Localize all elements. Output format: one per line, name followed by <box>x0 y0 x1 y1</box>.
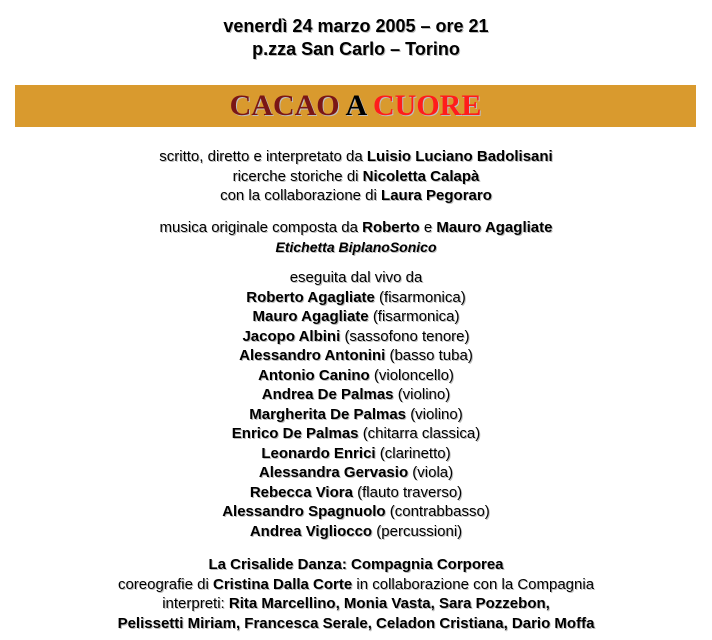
dance-block <box>0 555 712 633</box>
credit-collab-name: Laura Pegoraro <box>381 187 492 204</box>
performer-name: Roberto Agagliate <box>246 288 375 306</box>
performer-name: Margherita De Palmas <box>249 405 407 423</box>
performer-role: (violino) <box>410 405 463 423</box>
dance-choreography <box>0 575 712 595</box>
performer-row <box>0 502 712 522</box>
performer-name: Alessandro Spagnuolo <box>222 503 386 520</box>
performer-name: Antonio Canino <box>258 366 370 384</box>
performer-name: Andrea Vigliocco <box>249 522 373 540</box>
performers-list <box>0 288 712 542</box>
performer-row <box>0 307 712 327</box>
performer-role: (sassofono tenore) <box>344 327 470 345</box>
performer-name: Enrico De Palmas <box>231 425 359 442</box>
performer-row <box>0 424 712 444</box>
title-banner <box>15 85 696 127</box>
interpreters-line-2: Pelissetti Miriam, Francesca Serale, Celadon Cristiana, Dario Moffa <box>117 614 595 632</box>
performer-role: (violino) <box>397 386 451 403</box>
performer-row <box>0 366 712 386</box>
performer-role: (basso tuba) <box>389 347 473 364</box>
credits-block <box>0 147 712 206</box>
performer-role: (flauto traverso) <box>357 483 463 501</box>
performer-name: Alessandra Gervasio <box>258 464 409 481</box>
choreo-name: Cristina Dalla Corte <box>213 575 353 593</box>
interpreters-label: interpreti: <box>162 595 225 612</box>
performer-row <box>0 346 712 366</box>
performer-role: (fisarmonica) <box>379 288 466 306</box>
performer-role: (fisarmonica) <box>372 308 460 325</box>
performer-row <box>0 288 712 308</box>
music-composer-2: Mauro Agagliate <box>436 219 553 236</box>
credit-collab <box>0 186 712 206</box>
performer-role: (chitarra classica) <box>362 425 481 442</box>
music-prefix: musica originale composta da <box>159 219 358 236</box>
credit-written-prefix: scritto, diretto e interpretato da <box>159 148 363 165</box>
performers-block <box>0 268 712 541</box>
performer-role: (contrabbasso) <box>389 503 490 520</box>
performer-name: Jacopo Albini <box>242 327 341 345</box>
performer-row <box>0 483 712 503</box>
event-date: venerdì 24 marzo 2005 – ore 21 <box>223 16 489 36</box>
choreo-prefix: coreografie di <box>117 575 209 593</box>
performers-intro: eseguita dal vivo da <box>289 269 423 286</box>
title-word-a: A <box>345 89 366 122</box>
credit-written <box>0 147 712 167</box>
performer-role: (violoncello) <box>373 366 454 384</box>
performer-name: Alessandro Antonini <box>239 347 386 364</box>
performer-row <box>0 385 712 405</box>
performer-row <box>0 327 712 347</box>
music-block <box>0 218 712 257</box>
credit-research-prefix: ricerche storiche di <box>232 167 359 185</box>
performer-row <box>0 522 712 542</box>
performer-role: (clarinetto) <box>379 444 451 462</box>
performer-row <box>0 444 712 464</box>
performer-name: Mauro Agagliate <box>252 308 369 325</box>
title-word-cuore: CUORE <box>373 89 482 122</box>
credit-written-name: Luisio Luciano Badolisani <box>366 148 553 165</box>
performer-name: Andrea De Palmas <box>261 386 394 403</box>
performer-row <box>0 405 712 425</box>
event-location: p.zza San Carlo – Torino <box>252 39 460 59</box>
performer-role: (viola) <box>412 464 454 481</box>
interpreters-line-1: Rita Marcellino, Monia Vasta, Sara Pozzebon, <box>228 595 550 612</box>
music-credit <box>0 218 712 238</box>
music-label: Etichetta BiplanoSonico <box>275 238 437 255</box>
performer-row <box>0 463 712 483</box>
music-composer-1: Roberto <box>362 219 420 236</box>
event-header <box>0 15 712 61</box>
credit-research-name: Nicoletta Calapà <box>362 167 480 185</box>
performer-role: (percussioni) <box>376 522 463 540</box>
title-word-cacao: CACAO <box>229 89 340 122</box>
dance-company: La Crisalide Danza: Compagnia Corporea <box>208 556 504 573</box>
music-conjunction: e <box>423 219 433 236</box>
credit-collab-prefix: con la collaborazione di <box>220 187 377 204</box>
performer-name: Leonardo Enrici <box>261 444 376 462</box>
dance-interpreters <box>0 594 712 614</box>
choreo-suffix: in collaborazione con la Compagnia <box>356 575 595 593</box>
performer-name: Rebecca Viora <box>249 483 353 501</box>
credit-research <box>0 167 712 187</box>
